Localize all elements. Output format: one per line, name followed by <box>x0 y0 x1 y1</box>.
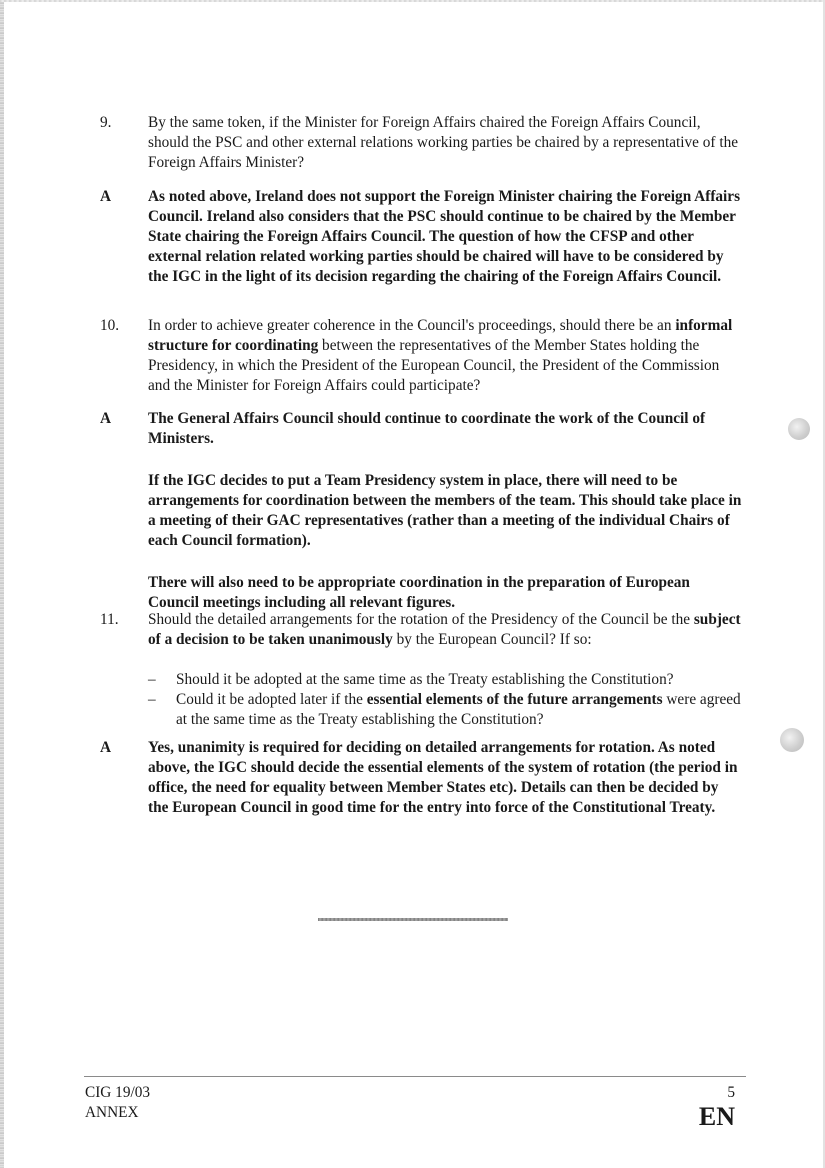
question-number: 10. <box>100 317 120 334</box>
answer-10 <box>100 409 742 613</box>
dash-bullet: – <box>148 691 156 708</box>
list-item-emphasis: essential elements of the future arrangements <box>366 691 663 708</box>
question-text <box>148 316 742 396</box>
answer-text: Yes, unanimity is required for deciding on detailed arrangements for rotation. As noted above, the IGC should decide the essential elements of the system of rotation (the period in office, the need for equality between Member States etc). Details can then be decided by the European Council in good time for the entry into force of the Constitutional Treaty. <box>148 739 738 816</box>
list-item-text <box>176 690 742 730</box>
answer-text: As noted above, Ireland does not support the Foreign Minister chairing the Foreign Affairs Council. Ireland also considers that the PSC should continue to be chaired by the Member State chairing the Foreign Affairs Council. The question of how the CFSP and other external relation related working parties should be chaired will have to be considered by the IGC in the light of its decision regarding the chairing of the Foreign Affairs Council. <box>148 188 741 285</box>
answer-label: A <box>100 410 112 427</box>
question-text: By the same token, if the Minister for Foreign Affairs chaired the Foreign Affairs Council, should the PSC and other external relations working parties be chaired by a representative of the Foreign Affairs Minister? <box>148 114 739 171</box>
footer-divider <box>84 1076 746 1077</box>
footer-page-info <box>699 1083 735 1131</box>
question-10 <box>100 316 742 396</box>
annex-label: ANNEX <box>85 1104 139 1121</box>
question-text-part: between the representatives of the Member States holding the Presidency, in which the President of the European Council, the President of the Commission and the Minister for Foreign Affairs could participate? <box>148 337 720 394</box>
language-code: EN <box>698 1102 735 1131</box>
question-body <box>148 610 742 745</box>
answer-paragraph: There will also need to be appropriate coordination in the preparation of European Council meetings including all relevant figures. <box>148 574 690 611</box>
answer-paragraph: If the IGC decides to put a Team Presidency system in place, there will need to be arrangements for coordination between the members of the team. This should take place in a meeting of their GAC representatives (rather than a meeting of the individual Chairs of each Council formation). <box>148 472 742 549</box>
bullet-list <box>148 670 742 730</box>
answer-11 <box>100 738 742 818</box>
question-text-part: In order to achieve greater coherence in the Council's proceedings, should there be an <box>148 317 676 334</box>
answer-label: A <box>100 739 112 756</box>
punch-hole-icon <box>780 728 804 752</box>
list-item <box>148 690 742 730</box>
question-text-emphasis: informal structure for coordinating <box>148 317 733 354</box>
question-text-part: by the European Council? If so: <box>392 631 592 648</box>
question-number: 11. <box>100 611 119 628</box>
list-item <box>148 670 742 690</box>
scan-edge-top <box>0 0 825 2</box>
question-9 <box>100 113 742 173</box>
answer-paragraph: The General Affairs Council should continue to coordinate the work of the Council of Ministers. <box>148 410 706 447</box>
list-item-text: Should it be adopted at the same time as the Treaty establishing the Constitution? <box>176 671 674 688</box>
page-number: 5 <box>727 1084 735 1101</box>
punch-hole-icon <box>788 418 810 440</box>
scan-edge-left <box>0 0 4 1168</box>
dash-bullet: – <box>148 671 156 688</box>
end-divider <box>318 918 508 921</box>
question-11 <box>100 610 742 745</box>
list-item-text-part: were agreed at the same time as the Treaty establishing the Constitution? <box>176 691 741 728</box>
doc-reference: CIG 19/03 <box>85 1084 151 1101</box>
question-text <box>148 610 742 650</box>
question-number: 9. <box>100 114 112 131</box>
answer-9 <box>100 187 742 287</box>
answer-body <box>148 409 742 613</box>
question-text-emphasis: subject of a decision to be taken unanimously <box>148 611 741 648</box>
answer-label: A <box>100 188 112 205</box>
question-text-part: Should the detailed arrangements for the rotation of the Presidency of the Council be the <box>148 611 694 628</box>
list-item-text-part: Could it be adopted later if the <box>176 691 367 708</box>
footer-reference <box>85 1083 150 1123</box>
